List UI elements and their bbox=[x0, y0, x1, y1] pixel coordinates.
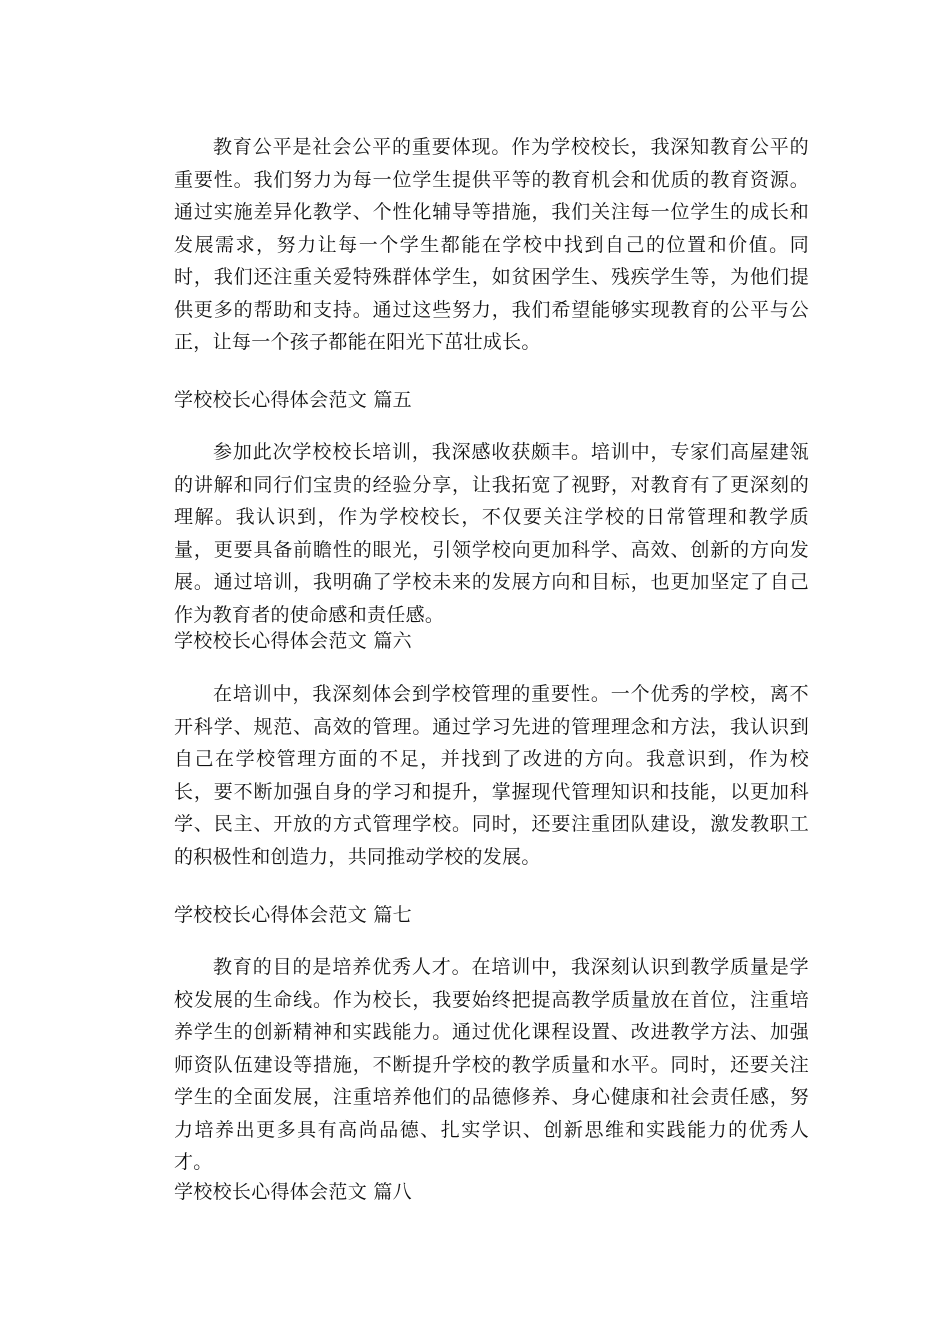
paragraph-teaching-quality: 教育的目的是培养优秀人才。在培训中，我深刻认识到教学质量是学校发展的生命线。作为校长，我要始终把提高教学质量放在首位，注重培养学生的创新精神和实践能力。通过优化课程设置、改进教学方法、加强师资队伍建设等措施，不断提升学校的教学质量和水平。同时，还要关注学生的全面发展，注重培养他们的品德修养、身心健康和社会责任感，努力培养出更多具有高尚品德、扎实学识、创新思维和实践能力的优秀人才。 bbox=[174, 956, 809, 1173]
section-heading-part-six: 学校校长心得体会范文 篇六 bbox=[174, 630, 412, 652]
section-heading-part-eight: 学校校长心得体会范文 篇八 bbox=[174, 1181, 412, 1203]
section-heading-part-five: 学校校长心得体会范文 篇五 bbox=[174, 389, 412, 411]
paragraph-education-equity: 教育公平是社会公平的重要体现。作为学校校长，我深知教育公平的重要性。我们努力为每一位学生提供平等的教育机会和优质的教育资源。通过实施差异化教学、个性化辅导等措施，我们关注每一位学生的成长和发展需求，努力让每一个学生都能在学校中找到自己的位置和价值。同时，我们还注重关爱特殊群体学生，如贫困学生、残疾学生等，为他们提供更多的帮助和支持。通过这些努力，我们希望能够实现教育的公平与公正，让每一个孩子都能在阳光下茁壮成长。 bbox=[174, 136, 809, 353]
section-heading-part-seven: 学校校长心得体会范文 篇七 bbox=[174, 904, 412, 926]
paragraph-school-management: 在培训中，我深刻体会到学校管理的重要性。一个优秀的学校，离不开科学、规范、高效的管理。通过学习先进的管理理念和方法，我认识到自己在学校管理方面的不足，并找到了改进的方向。我意识到，作为校长，要不断加强自身的学习和提升，掌握现代管理知识和技能，以更加科学、民主、开放的方式管理学校。同时，还要注重团队建设，激发教职工的积极性和创造力，共同推动学校的发展。 bbox=[174, 683, 809, 868]
paragraph-training-gains: 参加此次学校校长培训，我深感收获颇丰。培训中，专家们高屋建瓴的讲解和同行们宝贵的经验分享，让我拓宽了视野，对教育有了更深刻的理解。我认识到，作为学校校长，不仅要关注学校的日常管理和教学质量，更要具备前瞻性的眼光，引领学校向更加科学、高效、创新的方向发展。通过培训，我明确了学校未来的发展方向和目标，也更加坚定了自己作为教育者的使命感和责任感。 bbox=[174, 441, 809, 626]
